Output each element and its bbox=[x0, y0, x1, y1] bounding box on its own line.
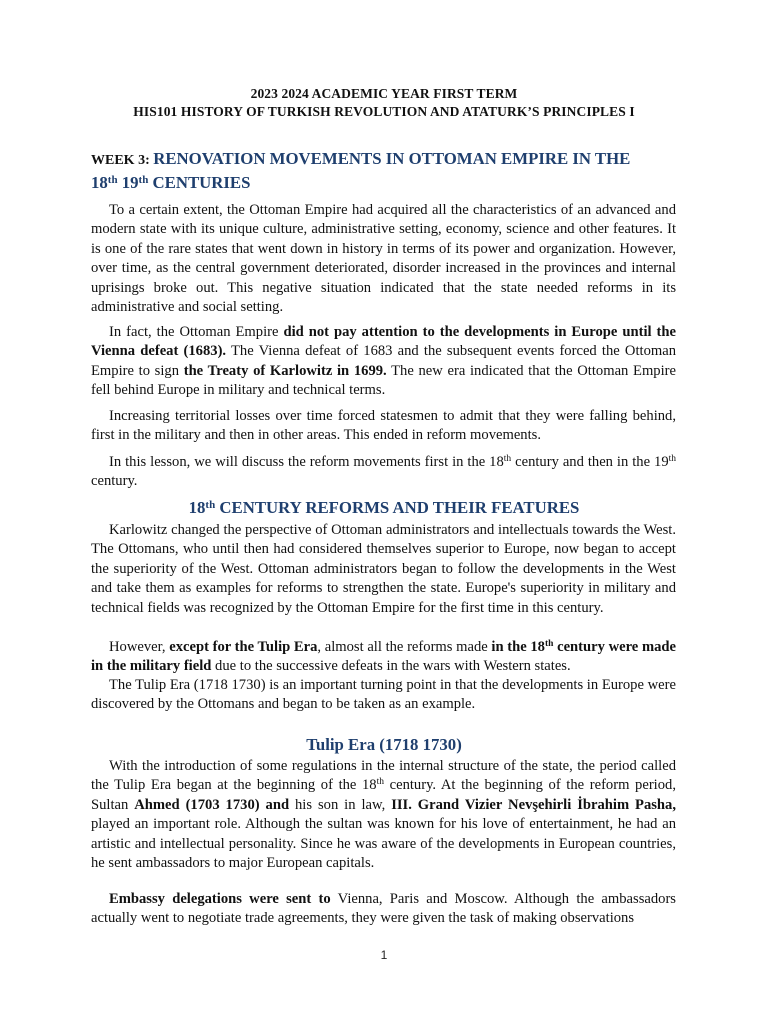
section2-paragraph-1: With the introduction of some regulations in the internal structure of the state, the period called the Tulip Era began at the beginning of the 18th century. At the beginning of the reform period, Sultan Ahmed (1703 1730) and his son in law, III. Grand Vizier Nevşehirli İbrahim Pasha, played an important role. Although the sultan was known for his love of entertainment, he had an artistic and intellectual personality. Since he was aware of the developments in European countries, he sent ambassadors to major European capitals. bbox=[91, 758, 676, 872]
section1-paragraph-1: Karlowitz changed the perspective of Ottoman administrators and intellectuals towards the West. The Ottomans, who until then had considered themselves superior to Europe, now began to accept the superiority of the West. Ottoman administrators began to follow the developments in the West and take them as examples for reforms to strengthen the state. Europe's superiority in military and technical fields was recognized by the Ottoman Empire for the first time in this century. bbox=[91, 522, 676, 616]
week-label: WEEK 3 bbox=[91, 153, 146, 168]
week-title-line2: 18th 19th CENTURIES bbox=[91, 173, 251, 192]
week-title-line1: RENOVATION MOVEMENTS IN OTTOMAN EMPIRE IN THE bbox=[153, 149, 631, 168]
intro-paragraph-1: To a certain extent, the Ottoman Empire had acquired all the characteristics of an advanced and modern state with its unique culture, administrative setting, economy, science and other features. It is one of the rare states that went down in history in terms of its power and organization. However, over time, as the central government deteriorated, disorder increased in the provinces and internal uprisings broke out. This negative situation indicated that the state needed reforms in its administrative and social setting. bbox=[91, 202, 676, 316]
course-title-heading: HIS101 HISTORY OF TURKISH REVOLUTION AND ATATURK’S PRINCIPLES I bbox=[133, 104, 635, 119]
intro-paragraph-4: In this lesson, we will discuss the reform movements first in the 18th century and then in the 19th century. bbox=[91, 454, 677, 490]
section1-paragraph-3: The Tulip Era (1718 1730) is an important turning point in that the developments in Europe were discovered by the Ottomans and began to be taken as an example. bbox=[91, 677, 676, 713]
page-number: 1 bbox=[380, 948, 388, 962]
section-heading-tulip-era: Tulip Era (1718 1730) bbox=[306, 735, 462, 754]
intro-paragraph-3: Increasing territorial losses over time forced statesmen to admit that they were falling behind, first in the military and then in other areas. This ended in reform movements. bbox=[91, 408, 676, 444]
section-heading-18th-century: 18th CENTURY REFORMS AND THEIR FEATURES bbox=[188, 498, 580, 517]
section2-paragraph-2: Embassy delegations were sent to Vienna, Paris and Moscow. Although the ambassadors actually went to negotiate trade agreements, they were given the task of making observations bbox=[91, 891, 676, 927]
course-term-heading: 2023 2024 ACADEMIC YEAR FIRST TERM bbox=[250, 86, 518, 101]
section1-paragraph-2: However, except for the Tulip Era, almost all the reforms made in the 18th century were made in the military field due to the successive defeats in the wars with Western states. bbox=[91, 639, 677, 675]
week-heading: WEEK 3: RENOVATION MOVEMENTS IN OTTOMAN EMPIRE IN THE 18th 19th CENTURIES bbox=[91, 149, 631, 192]
intro-paragraph-2: In fact, the Ottoman Empire did not pay attention to the developments in Europe until the Vienna defeat (1683). The Vienna defeat of 1683 and the subsequent events forced the Ottoman Empire to sign the Treaty of Karlowitz in 1699. The new era indicated that the Ottoman Empire fell behind Europe in military and technical terms. bbox=[91, 324, 677, 399]
